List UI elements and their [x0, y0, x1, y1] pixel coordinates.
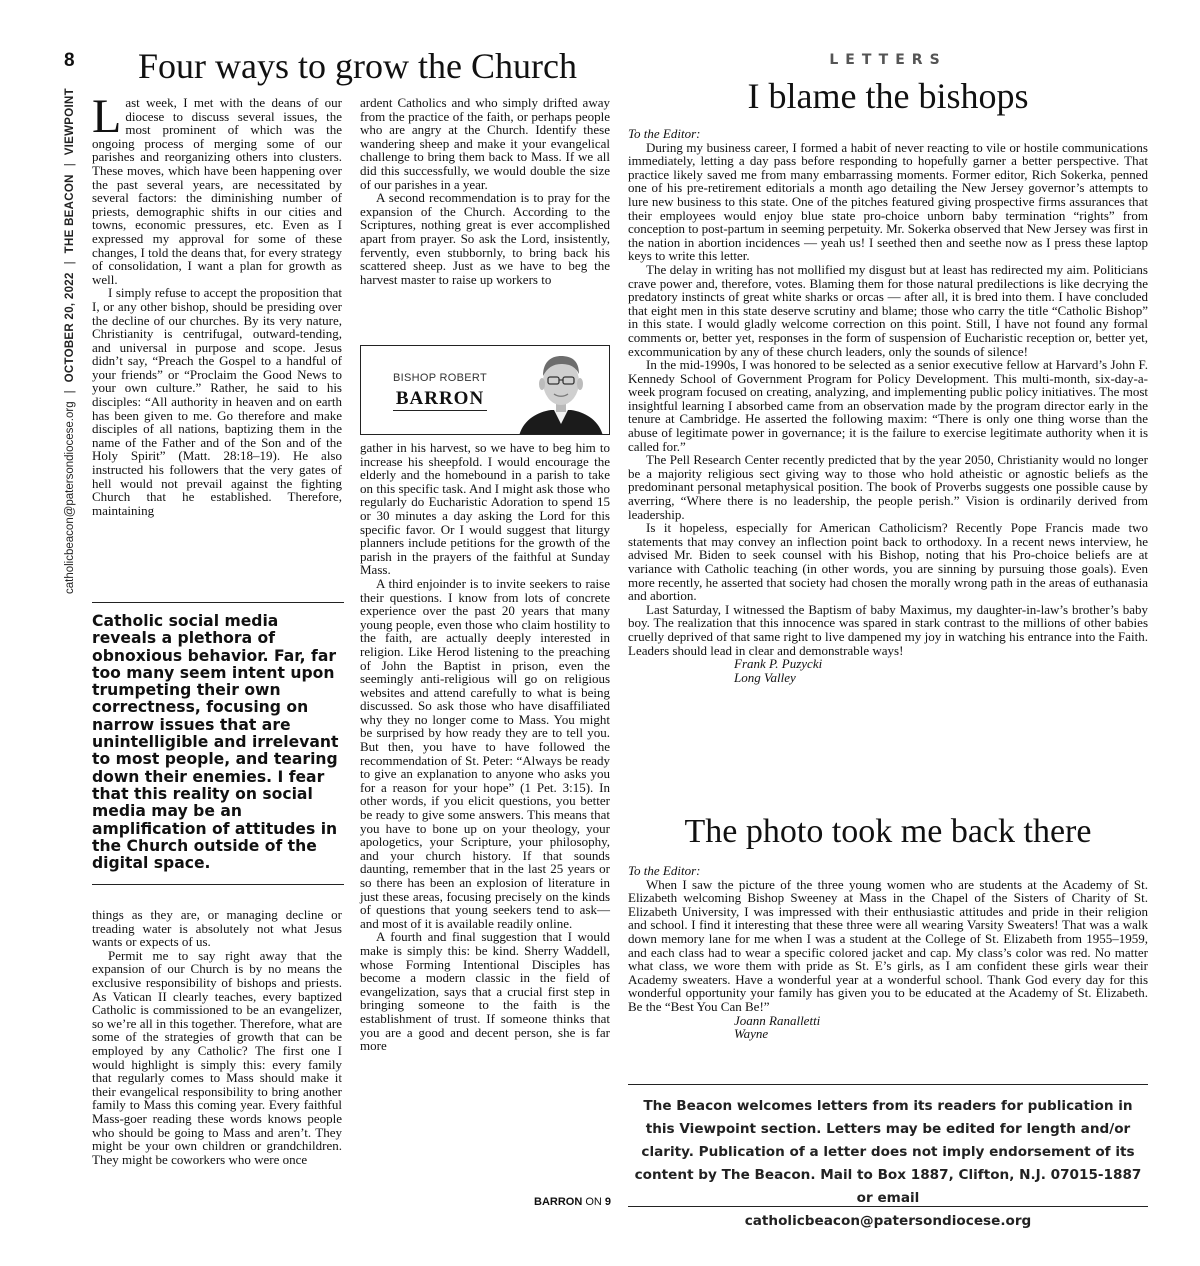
- column-headline: Four ways to grow the Church: [138, 46, 577, 86]
- paragraph: Is it hopeless, especially for American Catholicism? Recently Pope Francis made two statements that may convey an inflection point back to orthodoxy. In a recent news interview, he advised Mr. Biden to seek counsel with his Bishop, noting that his Pro-choice beliefs are at variance with Catholic teaching (in other words, you are sinning by pursuing those goals). Even more recently, he asserted that society had chosen the morally wrong path in the areas of euthanasia and abortion.: [628, 520, 1148, 604]
- paragraph: Permit me to say right away that the expansion of our Church is by no means the exclusive responsibility of bishops and priests. As Vatican II clearly teaches, every baptized Catholic is commissioned to be an evangelizer, so we’re all in this together. Therefore, what are some of the strategies of growth that can be employed by any Catholic? The first one I would highlight is simply this: every family that regularly comes to Mass should make it their evangelical responsibility to bring another family to Mass this coming year. Every faithful Mass-goer reading these words knows people who should be going to Mass and aren’t. They might be your own children or grandchildren. They might be coworkers who were once: [92, 947, 342, 1167]
- paragraph: A second recommendation is to pray for the expansion of the Church. According to the Scriptures, nothing great is ever accomplished apart from prayer. So ask the Lord, insistently, fervently, even stubbornly, to bring back his scattered sheep. Just as we have to beg the harvest master to raise up workers to: [360, 190, 610, 287]
- paragraph: During my business career, I formed a habit of never reacting to vile or hostile communications immediately, letting a day pass before responding to hopefully garner a better perspective. That practice likely saved me from many embarrassing moments. Former editor, Rich Sokerka, penned one of his pre-retirement editorials a month ago detailing the New Jersey governor’s attempts to lure new business to this state. One of the pitches featured giving prospective firms assurances that their employees would enjoy blue state pro-choice unborn baby termination “rights” from conception to post-partum in seeming perpetuity. Mr. Sokerka observed that New Jersey was first in the nation in abortion incidences — yeah us! I seethed then and seethe now as I press these laptop keys to write this letter.: [628, 139, 1148, 264]
- rail-email: catholicbeacon@patersondiocese.org: [64, 401, 76, 594]
- byline-title: BISHOP ROBERT: [393, 372, 487, 384]
- paragraph: Last Saturday, I witnessed the Baptism of baby Maximus, my daughter-in-law’s brother’s baby boy. The realization that this innocence was spared in stark contrast to the millions of other babies cruelly deprived of that same right to live dampened my joy in watching his entrance into the Faith. Leaders should lead in clear and demonstrable ways!: [628, 601, 1148, 658]
- letter1-headline: I blame the bishops: [747, 76, 1029, 116]
- paragraph: I simply refuse to accept the proposition that I, or any other bishop, should be presiding over the decline of our churches. By its very nature, Christianity is centrifugal, outward-tending, and universal in purpose and scope. Jesus didn’t say, “Preach the Gospel to a handful of your friends” or “Proclaim the Good News to your own culture.” Rather, he said to his disciples: “All authority in heaven and on earth has been given to me. Go therefore and make disciples of all nations, baptizing them in the name of the Father and of the Son and of the Holy Spirit” (Matt. 28:18–19). He also instructed his followers that the very gates of hell would not prevail against the fighting Church that he established. Therefore, maintaining: [92, 285, 342, 518]
- column-text-1b: [92, 908, 342, 1166]
- rail-publication: THE BEACON: [64, 174, 76, 254]
- paragraph: The Pell Research Center recently predicted that by the year 2050, Christianity would no longer be a majority religious sect giving way to those who hold atheistic or agnostic beliefs as the predominant personal metaphysical position. The book of Proverbs suggests one possible cause by averring, “Where there is no leadership, the people perish.” Vision is ordinarily derived from leadership.: [628, 452, 1148, 522]
- jump-page: 9: [604, 1196, 612, 1208]
- notice-email: catholicbeacon@patersondiocese.org: [744, 1213, 1032, 1229]
- jump-word: ON: [585, 1196, 602, 1208]
- signature-name: Joann Ranalletti: [734, 1012, 821, 1028]
- paragraph: things as they are, or managing decline or treading water is absolutely not what Jesus wants or expects of us.: [92, 907, 342, 950]
- letter-1: [628, 127, 1148, 684]
- paragraph: A third enjoinder is to invite seekers to raise their questions. I know from lots of concrete experience over the past 20 years that many young people, even those who claim hostility to the faith, are actually deeply interested in religion. Like Herod listening to the preaching of John the Baptist in prison, even the seemingly anti-religious will go on religious websites and attend carefully to what is being discussed. So ask those who have disaffiliated why they no longer come to Mass. You might be surprised by how ready they are to tell you. But then, you have to have followed the recommendation of St. Peter: “Always be ready to give an explanation to anyone who asks you for a reason for your hope” (1 Pet. 3:15). In other words, if you elicit questions, you better be ready to give some answers. This means that you have to bone up on your theology, your apologetics, your Scripture, your philosophy, and your church history. If that sounds daunting, remember that in the last 25 years or so there has been an explosion of literature in just these areas, focusing precisely on the kinds of questions that young seekers tend to ask—and most of it is available readily online.: [360, 575, 610, 931]
- signature-town: Wayne: [734, 1026, 769, 1042]
- byline-name: BARRON: [395, 388, 485, 409]
- jump-name: BARRON: [534, 1196, 583, 1208]
- letter-2: [628, 864, 1148, 1041]
- signature-town: Long Valley: [734, 669, 796, 685]
- signature-name: Frank P. Puzycki: [734, 656, 823, 672]
- paragraph: gather in his harvest, so we have to beg him to increase his sheepfold. I would encourage the elderly and the homebound in a parish to take on this specific task. And I might ask those who regularly do Eucharistic Adoration to spend 15 or 30 minutes a day asking the Lord for this specific favor. Or I would suggest that liturgy planners include petitions for the growth of the parish in the prayers of the faithful at Sunday Mass.: [360, 440, 610, 578]
- paragraph: ardent Catholics and who simply drifted away from the practice of the faith, or perhaps people who are angry at the Church. Identify these wandering sheep and make it your evangelical challenge to bring them back to Mass. If we all did this successfully, we would double the size of our parishes in a year.: [360, 95, 610, 192]
- paragraph: A fourth and final suggestion that I would make is simply this: be kind. Sherry Waddell, whose Forming Intentional Disciples has become a modern classic in the field of evangelization, says that a crucial first step in bringing someone to the faith is the establishment of trust. If someone thinks that you are a good and decent person, she is far more: [360, 929, 610, 1054]
- column-text-1a: [92, 90, 342, 518]
- letter2-headline: The photo took me back there: [684, 813, 1092, 850]
- paragraph: When I saw the picture of the three young women who are students at the Academy of St. Elizabeth welcoming Bishop Sweeney at Mass in the Chapel of the Sisters of Charity of St. Elizabeth University, I was impressed with their enthusiastic attitudes and pride in their religion and school. I find it interesting that these three were all wearing Varsity Sweaters! That was a walk down memory lane for me when I was a student at the College of St. Elizabeth from 1955–1959, and each class had to wear a specific colored jacket and cap. My class’s color was red. No matter what class, we wore them with pride as St. E’s girls, as I am confident these girls wear their Academy sweaters. Have a wonderful year at a wonderful school. Thank God every day for this wonderful opportunity your family has given you to be educated at the Academy of St. Elizabeth. Be the “Best You Can Be!”: [628, 876, 1148, 1014]
- paragraph: In the mid-1990s, I was honored to be selected as a senior executive fellow at Harvard’s John F. Kennedy School of Government Program for Policy Development. This multi-month, six-day-a-week program focused on creating, analyzing, and implementing public policy initiatives. The most insightful learning I absorbed came from an observation made by the program director early in the tenure at Cambridge. He asserted the following maxim: “There is only one thing worse than the abuse of legitimate power in governance; it is the failure to exercise legitimate authority when it is called for.”: [628, 357, 1148, 454]
- column-text-2b: [360, 441, 610, 1053]
- byline-rule: [393, 410, 487, 411]
- pull-quote: Catholic social media reveals a plethora of obnoxious behavior. Far, far too many seem intent upon trumpeting their own correctness, focusing on narrow issues that are unintelligible and irrelevant to most people, and tearing down their enemies. I fear that this reality on social media may be an amplification of attitudes in the Church outside of the digital space.: [92, 602, 344, 885]
- paragraph: ast week, I met with the deans of our diocese to discuss several issues, the most prominent of which was the ongoing process of merging some of our parishes and reorganizing others into clusters. These moves, which have been happening over the past several years, are necessitated by several factors: the diminishing number of priests, demographic shifts in our cities and towns, economic pressures, etc. Even as I expressed my approval for some of these changes, I told the deans that, for every strategy of consolidation, I want a plan for growth as well.: [92, 95, 342, 287]
- continued-jump-line: [534, 1196, 611, 1208]
- drop-cap: L: [92, 90, 122, 143]
- page-number: 8: [64, 50, 75, 71]
- author-portrait: [511, 346, 610, 435]
- byline-box: [360, 345, 610, 435]
- salutation: To the Editor:: [628, 863, 701, 878]
- notice-text: The Beacon welcomes letters from its readers for publication in this Viewpoint section. Letters may be edited for length and/or clarity. Publication of a letter does not imply endorsement of its content by The Beacon. Mail to Box 1887, Clifton, N.J. 07015-1887 or email: [634, 1098, 1142, 1206]
- rail-section: VIEWPOINT: [64, 88, 76, 156]
- letters-policy-notice: [628, 1084, 1148, 1229]
- letters-section-label: LETTERS: [829, 52, 947, 68]
- side-rail: catholicbeacon@patersondiocese.org|OCTOBER 20, 2022|THE BEACON|VIEWPOINT: [64, 88, 76, 594]
- column-text-2a: [360, 96, 610, 286]
- rail-date: OCTOBER 20, 2022: [64, 272, 76, 383]
- paragraph: The delay in writing has not mollified my disgust but at least has redirected my aim. Politicians crave power and, therefore, votes. Blaming them for those natural predilections is like decrying the predatory instincts of great white sharks or orcas — after all, it is bred into them. I have concluded that eight men in this state deserve scrutiny and blame; those who carry the title “Catholic Bishop” in this state. I would gladly welcome correction on this point. Still, I have not found any formal comments or, better yet, responses in the form of suspension of Eucharistic reception or, better yet, excommunication by any of these church leaders, only the sounds of silence!: [628, 261, 1148, 359]
- salutation: To the Editor:: [628, 126, 701, 141]
